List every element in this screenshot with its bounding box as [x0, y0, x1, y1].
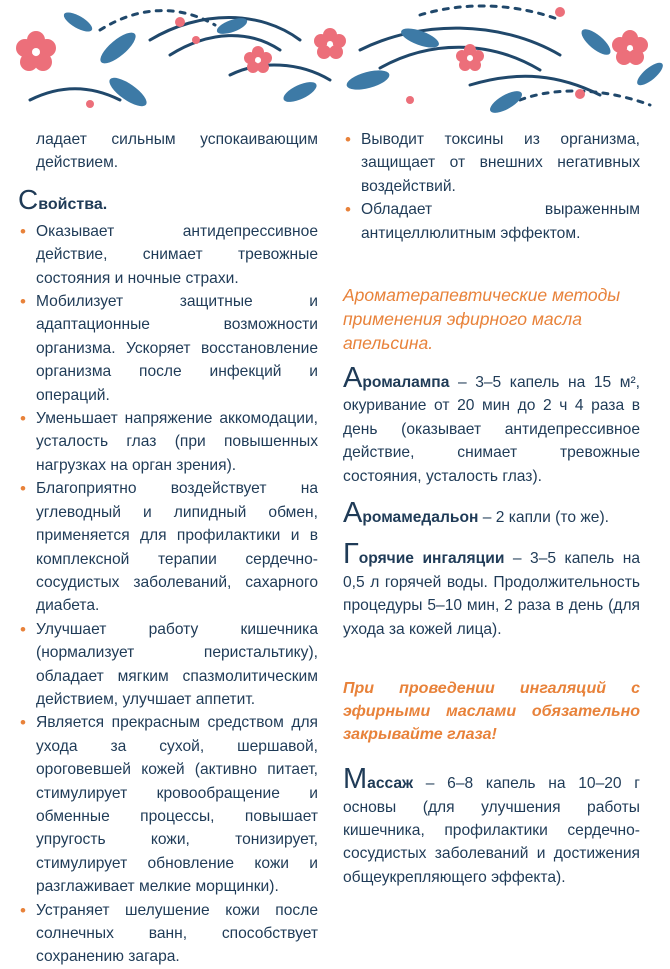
- properties-heading: [18, 183, 318, 218]
- method-text: – 3–5 капель на 0,5 л горячей воды. Продолжительность процедуры 5–10 мин, 2 раза в день (для ухода за кожей лица).: [343, 550, 640, 638]
- method-initial: Г: [343, 538, 359, 571]
- list-item: • Выводит токсины из организма, защищает от внешних негативных воздействий.: [343, 128, 640, 198]
- properties-heading-text: войства.: [38, 195, 108, 213]
- list-item: • Обладает выраженным антицеллюлитным эффектом.: [343, 198, 640, 245]
- right-column: [343, 128, 640, 889]
- method-massage: [343, 763, 640, 889]
- method-text: – 2 капли (то же).: [478, 509, 609, 527]
- list-item: • Мобилизует защитные и адаптационные возможности организма. Ускоряет восстановление организма после инфекций и операций.: [18, 290, 318, 407]
- method-title: ромамедальон: [362, 509, 479, 527]
- method-title: ассаж: [367, 775, 414, 793]
- list-item: • Устраняет шелушение кожи после солнечных ванн, способствует сохранению загара.: [18, 899, 318, 969]
- method-title: орячие ингаляции: [358, 550, 505, 568]
- method-aromalamp: [343, 362, 640, 488]
- method-hot-inhalation: [343, 538, 640, 641]
- properties-initial: С: [18, 183, 39, 215]
- method-initial: А: [343, 497, 363, 530]
- method-initial: М: [343, 763, 368, 796]
- continuation-text: ладает сильным успокаивающим действием.: [36, 131, 318, 172]
- method-initial: А: [343, 362, 363, 395]
- warning-note: При проведении ингаляций с эфирными маслами обязательно закрывайте глаза!: [343, 680, 640, 744]
- method-text: – 3–5 капель на 15 м², окуривание от 20 мин до 2 ч 4 раза в день (оказывает антидепрессивное действие, снимает тревожные состояния, усталость глаз).: [343, 374, 640, 485]
- method-text: – 6–8 капель на 10–20 г основы (для улучшения работы кишечника, профилактики сердечно-сосудистых заболеваний и достижения общеукрепляющего эффекта).: [343, 775, 640, 886]
- left-column: [18, 128, 318, 969]
- list-item: • Является прекрасным средством для ухода за сухой, шершавой, ороговевшей кожей (активно питает, стимулирует кровообращение и обменные процессы, повышает упругость кожи, тонизирует, стимулирует обновление кожи и разглаживает мелкие морщинки).: [18, 711, 318, 898]
- properties-list: [18, 220, 318, 969]
- list-item: • Оказывает антидепрессивное действие, снимает тревожные состояния и ночные страхи.: [18, 220, 318, 290]
- list-item: • Уменьшает напряжение аккомодации, усталость глаз (при повышенных нагрузках на орган зрения).: [18, 407, 318, 477]
- method-title: ромалампа: [362, 374, 450, 392]
- properties-list-continued: [343, 128, 640, 245]
- list-item: • Благоприятно воздействует на углеводный и липидный обмен, применяется для профилактики и в комплексной терапии сердечно-сосудистых заболеваний, сахарного диабета.: [18, 477, 318, 617]
- method-aromamedallion: [343, 497, 640, 530]
- list-item: • Улучшает работу кишечника (нормализует перистальтику), обладает мягким спазмолитическим действием, улучшает аппетит.: [18, 618, 318, 712]
- floral-border-icon: [0, 0, 670, 118]
- methods-section-title: Ароматерапевтические методы применения эфирного масла апельсина.: [343, 285, 621, 354]
